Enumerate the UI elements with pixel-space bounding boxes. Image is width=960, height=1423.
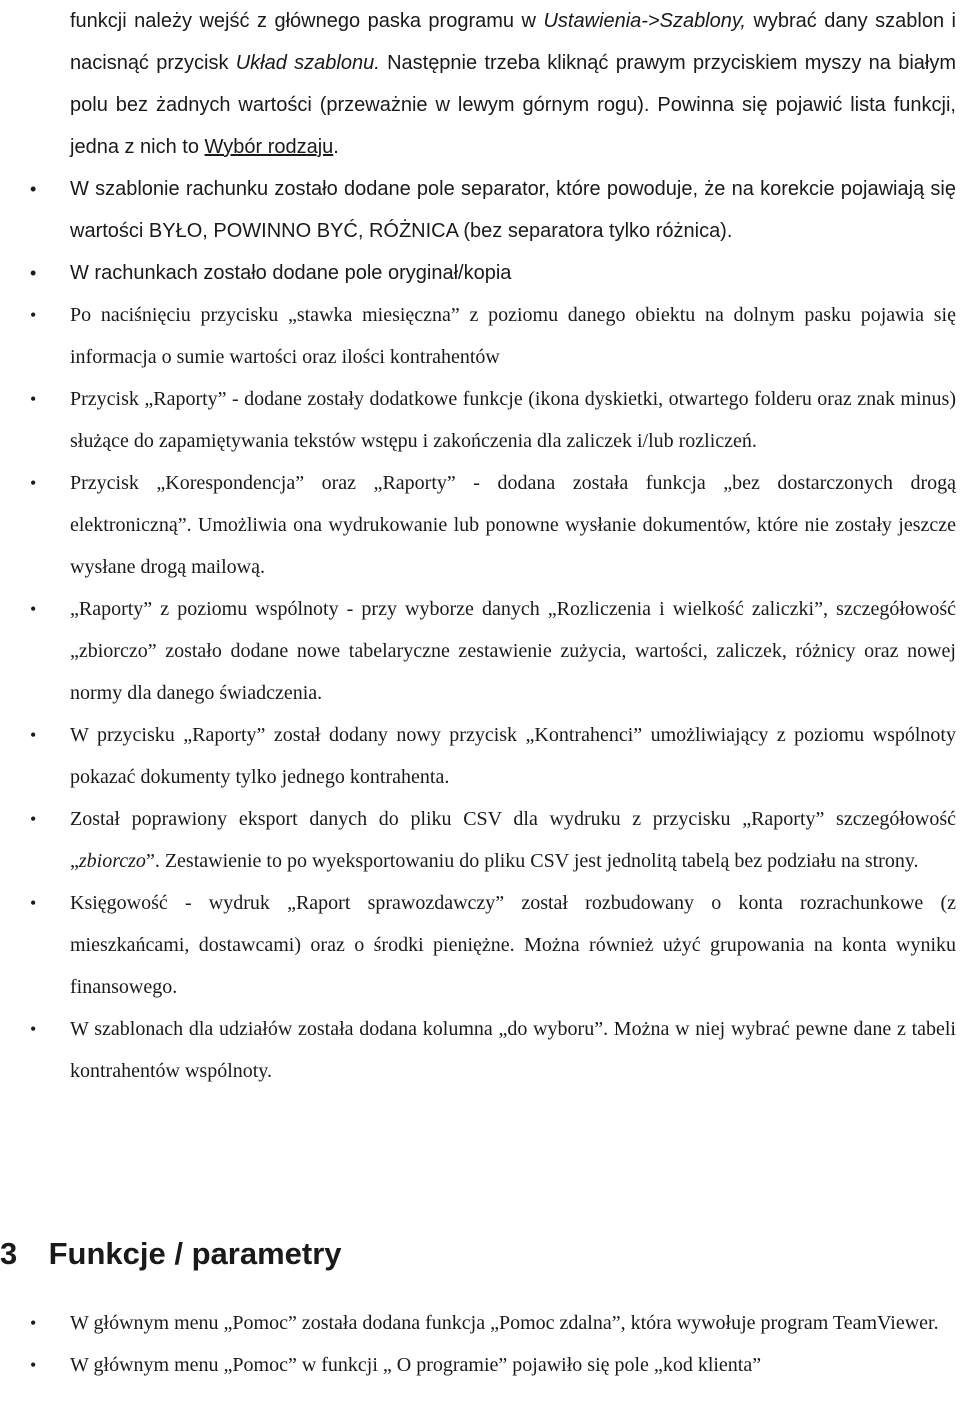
intro-end: . [333,136,339,158]
list-item-text: Przycisk „Raporty” - dodane zostały dodatkowe funkcje (ikona dyskietki, otwartego folderu oraz znak minus) służące do zapamiętywania tekstów wstępu i zakończenia dla zaliczek i/lub rozliczeń. [70,388,956,452]
list-item-text: Po naciśnięciu przycisku „stawka miesięczna” z poziomu danego obiektu na dolnym pasku pojawia się informacja o sumie wartości oraz ilości kontrahentów [70,304,956,368]
list-item [0,168,960,252]
list-item-text: W głównym menu „Pomoc” została dodana funkcja „Pomoc zdalna”, która wywołuje program TeamViewer. [70,1312,939,1334]
list-item-text: W szablonach dla udziałów została dodana kolumna „do wyboru”. Można w niej wybrać pewne dane z tabeli kontrahentów wspólnoty. [70,1018,956,1082]
bullet-icon: • [30,1019,37,1039]
bullet-icon: • [30,179,37,199]
section-title: Funkcje / parametry [48,1236,342,1271]
list-item-text: „Raporty” z poziomu wspólnoty - przy wyborze danych „Rozliczenia i wielkość zaliczki”, szczegółowość „zbiorczo” zostało dodane nowe tabelaryczne zestawienie zużycia, wartości, zaliczek, różnicy oraz nowej normy dla danego świadczenia. [70,598,956,704]
functions-section [0,1302,960,1386]
list-item [0,1008,960,1092]
intro-paragraph [0,0,960,168]
list-item-text: W głównym menu „Pomoc” w funkcji „ O programie” pojawiło się pole „kod klienta” [70,1354,762,1376]
bullet-icon: • [30,809,37,829]
list-item [0,252,960,294]
bullet-icon: • [30,1313,37,1333]
list-item [0,798,960,882]
list-item-text-a: Został poprawiony eksport danych do pliku CSV dla wydruku z przycisku „Raporty” szczegółowość „ [70,808,956,872]
list-item-text: W rachunkach zostało dodane pole oryginał/kopia [70,262,512,284]
bullet-icon: • [30,389,37,409]
bullet-icon: • [30,263,37,283]
intro-path: Ustawienia->Szablony, [543,10,746,32]
list-item-text: W przycisku „Raporty” został dodany nowy przycisk „Kontrahenci” umożliwiający z poziomu wspólnoty pokazać dokumenty tylko jednego kontrahenta. [70,724,956,788]
bullet-icon: • [30,473,37,493]
list-item [0,588,960,714]
bullet-icon: • [30,1355,37,1375]
list-item-text: W szablonie rachunku zostało dodane pole separator, które powoduje, że na korekcie pojawiają się wartości BYŁO, POWINNO BYĆ, RÓŻNICA (bez separatora tylko różnica). [70,178,956,242]
list-item [0,462,960,588]
list-item [0,714,960,798]
bullet-icon: • [30,305,37,325]
list-item-text: Przycisk „Korespondencja” oraz „Raporty” - dodana została funkcja „bez dostarczonych drogą elektroniczną”. Umożliwia ona wydrukowanie lub ponowne wysłanie dokumentów, które nie zostały jeszcze wysłane drogą mailową. [70,472,956,578]
list-item [0,378,960,462]
list-item-text-b: ”. Zestawienie to po wyeksportowaniu do pliku CSV jest jednolitą tabelą bez podziału na strony. [145,850,919,872]
bullet-icon: • [30,893,37,913]
intro-text-b: wybrać dany szablon i nacisnąć przycisk [70,10,956,74]
bullet-icon: • [30,725,37,745]
list-item [0,882,960,1008]
intro-text-c: Następnie trzeba kliknąć prawym przyciskiem myszy na białym polu bez żadnych wartości (przeważnie w lewym górnym rogu). Powinna się pojawić lista funkcji, jedna z nich to [70,52,956,158]
list-item [0,294,960,378]
list-item [0,1344,960,1386]
functions-list [0,1302,960,1386]
section-number: 3 [0,1236,18,1271]
intro-text-a: funkcji należy wejść z głównego paska programu w [70,10,544,32]
list-item [0,1302,960,1344]
intro-button-name: Układ szablonu. [235,52,380,74]
intro-link: Wybór rodzaju [204,136,334,158]
list-item-text: Księgowość - wydruk „Raport sprawozdawczy” został rozbudowany o konta rozrachunkowe (z mieszkańcami, dostawcami) oraz o środki pieniężne. Można również użyć grupowania na konta wyniku finansowego. [70,892,956,998]
section-heading [0,1232,342,1276]
list-item-text-italic: zbiorczo [78,850,146,872]
changes-list [0,168,960,1092]
bullet-icon: • [30,599,37,619]
